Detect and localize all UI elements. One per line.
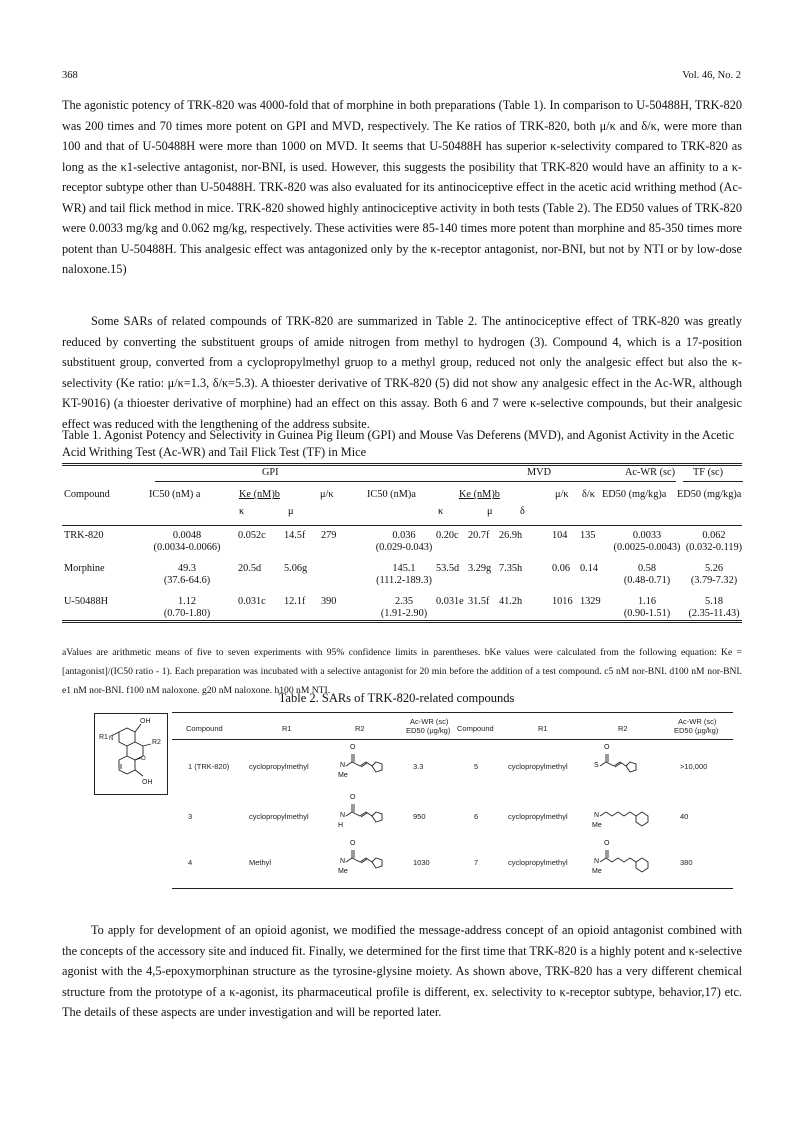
table1-row — [62, 530, 742, 560]
t2-right-r1: cyclopropylmethyl — [508, 858, 568, 867]
table1-cell-gpi_ic50_ci: (0.0034-0.0066) — [153, 542, 221, 553]
table1-cell-gpi_ic50: 49.3 — [177, 563, 197, 574]
table1-cell-acwr_ci: (0.90-1.51) — [623, 608, 671, 619]
col-gpi-ic50: IC50 (nM) a — [149, 489, 201, 500]
table1-cell-mvd_mk: 0.06 — [552, 563, 571, 574]
page-number: 368 — [62, 70, 78, 81]
table2-top-rule — [172, 712, 733, 713]
bond — [600, 762, 606, 766]
table1-footnotes: aValues are arithmetic means of five to seven experiments with 95% confidence limits in parentheses. bKe values were calculated from the following equation: Ke = [antagonist]/(IC50 ratio - 1). Each preparation was incubated with a selective antagonist for 20 min before the addition of a test compound. c5 nM nor-BNI. d100 nM nor-BNI. e1 nM nor-BNI. f100 nM naloxone. g20 nM naloxone. h100 nM NTI. — [62, 647, 742, 696]
oh-label: OH — [140, 718, 151, 725]
table1-cell-mvd_ic50_ci: (111.2-189.3) — [376, 575, 432, 586]
carbonyl-oxygen-label: O — [350, 744, 356, 751]
col-gpi-mu: μ — [288, 506, 294, 517]
bond — [346, 812, 352, 816]
table1-cell-mvd_ke_k: 0.20c — [436, 530, 459, 541]
table1-cell-mvd_ke_k: 0.031e — [436, 596, 464, 607]
chain-bond — [606, 812, 636, 816]
table1-cell-tf: 5.26 — [704, 563, 724, 574]
t2-col-r1-left: R1 — [282, 724, 292, 733]
r2-substituent — [336, 840, 416, 880]
carbonyl-bond — [352, 804, 354, 812]
t2-col-ed50-left: ED50 (μg/kg) — [406, 726, 451, 735]
t2-left-ed50: 3.3 — [413, 762, 424, 771]
r2-heteroatom: S — [594, 762, 599, 769]
t2-right-compound: 5 — [474, 762, 479, 771]
t2-col-compound-right: Compound — [457, 724, 494, 733]
gpi-span-rule — [155, 481, 375, 482]
furan-ring — [372, 762, 382, 772]
r2-heteroatom: N — [340, 858, 346, 865]
furan-ring — [372, 812, 382, 822]
table2-header-rule — [172, 739, 733, 740]
morphinan-structure-icon — [95, 714, 167, 794]
chain-bond — [606, 762, 626, 767]
table1-cell-mvd_dk: 1329 — [580, 596, 601, 607]
paragraph-2: Some SARs of related compounds of TRK-820 are summarized in Table 2. The antinociceptive effect of TRK-820 was greatly reduced by converting the substituent groups of amide nitrogen from methyl to hydrogen (3). Compound 4, which is a 17-position substituent group, converted from a cyclopropylmethyl gruop to a methyl group, reduced not only the analgesic effect but also the κ-selectivity (Ke ratio: μ/κ=1.3, δ/κ=5.3). A thioester derivative of TRK-820 (5) did not show any analgesic effect in the Ac-WR, although KT-9016) (a thioester derivative of morphine) had an effect on this assay. Both 6 and 7 were κ-selective compounds, but their analgesic effect was reduced with the lengthening of the address subsite. — [62, 314, 742, 431]
col-mvd-mu: μ — [487, 506, 493, 517]
table1-cell-gpi_ke_k: 20.5d — [238, 563, 262, 574]
o-label: O — [141, 756, 146, 762]
r2-structure-icon — [590, 798, 670, 834]
r2-substituent — [590, 840, 670, 880]
col-mvd-kappa: κ — [438, 506, 444, 517]
col-gpi-ke: Ke (nM)b — [239, 489, 280, 500]
table1-cell-tf_ci: (0.032-0.119) — [685, 542, 743, 553]
acwr-span-rule — [610, 481, 676, 482]
mvd-span-rule — [360, 481, 638, 482]
t2-left-compound: 4 — [188, 858, 193, 867]
col-mvd-ic50: IC50 (nM)a — [367, 489, 416, 500]
table1-cell-mvd_ke_m: 3.29g — [468, 563, 492, 574]
t2-col-r2-left: R2 — [355, 724, 365, 733]
r2-substituent-label: Me — [592, 822, 602, 829]
table1-cell-mvd_ic50: 0.036 — [392, 530, 416, 541]
t2-right-compound: 6 — [474, 812, 479, 821]
col-mvd-delta-kappa: δ/κ — [582, 489, 595, 500]
carbonyl-oxygen-label: O — [350, 794, 356, 801]
table1-top-rule — [62, 463, 742, 464]
table1-top-rule-2 — [62, 465, 742, 466]
table1-cell-tf: 0.062 — [702, 530, 726, 541]
table1-cell-gpi_ke_k: 0.052c — [238, 530, 266, 541]
table2-structure-box — [94, 713, 168, 795]
r2-label: R2 — [152, 739, 161, 746]
r2-substituent-label: Me — [338, 868, 348, 875]
r2-substituent — [590, 744, 670, 784]
furan-ring — [372, 858, 382, 868]
col-acwr-ed50: ED50 (mg/kg)a — [602, 489, 667, 500]
table1-cell-gpi_ke_k: 0.031c — [238, 596, 266, 607]
oh-bond — [135, 724, 141, 732]
table1-cell-acwr_ci: (0.48-0.71) — [623, 575, 671, 586]
r2-substituent — [590, 798, 670, 834]
journal-issue: Vol. 46, No. 2 — [682, 70, 741, 81]
furan-ring — [626, 762, 636, 772]
t2-left-ed50: 950 — [413, 812, 426, 821]
table1-cell-mvd_dk: 135 — [580, 530, 596, 541]
table1-cell-acwr_ci: (0.0025-0.0043) — [613, 542, 681, 553]
r2-heteroatom: N — [340, 812, 346, 819]
phenyl-ring — [636, 812, 648, 826]
r1-label: R1 — [99, 734, 108, 741]
oh2-bond — [135, 770, 143, 776]
bond — [600, 858, 606, 862]
col-tf-ed50: ED50 (mg/kg)a — [677, 489, 742, 500]
table1-cell-tf_ci: (2.35-11.43) — [688, 608, 740, 619]
table1-cell-mvd_mk: 104 — [552, 530, 568, 541]
t2-left-r1: cyclopropylmethyl — [249, 762, 309, 771]
carbonyl-oxygen-label: O — [604, 840, 610, 847]
t2-col-acwr-right: Ac-WR (sc) — [678, 717, 717, 726]
bond — [346, 858, 352, 862]
t2-left-compound: 3 — [188, 812, 193, 821]
t2-left-compound: 1 (TRK-820) — [188, 762, 230, 771]
r2-structure-icon — [336, 798, 416, 834]
tf-span-rule — [683, 481, 743, 482]
paragraph-3: To apply for development of an opioid agonist, we modified the message-address concept of an opioid antagonist combined with the concepts of the accessory site and induced fit. Finally, we determined for the first time that TRK-820 is a highly potent and κ-selective agonist with the 4,5-epoxymorphinan structure as the tyrosine-glysine moiety. As shown above, TRK-820 has a very different chemical structure from the prototype of a κ-agonist, its pharmaceutical profile is different, ex. selectivity to κ-receptor subtype, behavior,17) etc. The details of these aspects are under investigation and will be reported later. — [62, 923, 742, 1019]
t2-right-ed50: >10,000 — [680, 762, 708, 771]
group-mvd: MVD — [527, 467, 552, 478]
t2-right-ed50: 40 — [680, 812, 689, 821]
t2-col-acwr-left: Ac-WR (sc) — [410, 717, 449, 726]
oh2-label: OH — [142, 779, 153, 786]
table1-cell-gpi_ke_m: 5.06g — [284, 563, 308, 574]
carbonyl-bond — [606, 754, 608, 762]
t2-col-r2-right: R2 — [618, 724, 628, 733]
table2-title: Table 2. SARs of TRK-820-related compounds — [278, 691, 515, 705]
bond — [600, 812, 606, 816]
t2-right-compound: 7 — [474, 858, 479, 867]
group-tf: TF (sc) — [693, 467, 724, 478]
table1-cell-mvd_ic50_ci: (1.91-2.90) — [380, 608, 428, 619]
r2-substituent-label: Me — [338, 772, 348, 779]
t2-col-ed50-right: ED50 (μg/kg) — [674, 726, 719, 735]
table1-cell-gpi_mk: 279 — [321, 530, 337, 541]
table1-row — [62, 596, 742, 626]
t2-left-ed50: 1030 — [413, 858, 430, 867]
r2-structure-icon — [336, 844, 416, 880]
col-mvd-ke: Ke (nM)b — [459, 489, 500, 500]
table1-cell-gpi_ke_m: 14.5f — [284, 530, 306, 541]
table1-cell-mvd_ke_m: 20.7f — [468, 530, 490, 541]
table1-cell-gpi_ke_m: 12.1f — [284, 596, 306, 607]
table1-cell-tf: 5.18 — [704, 596, 724, 607]
table1-caption: Table 1. Agonist Potency and Selectivity in Guinea Pig Ileum (GPI) and Mouse Vas Deferens (MVD), and Agonist Activity in the Acetic Acid Writhing Test (Ac-WR) and Tail Flick Test (TF) in Mice — [62, 428, 735, 459]
r2-structure-icon — [336, 748, 416, 784]
r2-substituent — [336, 794, 416, 834]
r2-structure-icon — [590, 748, 670, 784]
table1-cell-gpi_ic50_ci: (0.70-1.80) — [163, 608, 211, 619]
chain-bond — [352, 858, 372, 863]
carbonyl-oxygen-label: O — [350, 840, 356, 847]
carbonyl-oxygen-label: O — [604, 744, 610, 751]
table1-header-rule — [62, 525, 742, 526]
table1-cell-mvd_ic50: 145.1 — [392, 563, 416, 574]
table1-cell-compound: U-50488H — [64, 596, 109, 607]
table1-cell-tf_ci: (3.79-7.32) — [690, 575, 738, 586]
col-mvd-mu-kappa: μ/κ — [555, 489, 569, 500]
ring-a — [119, 728, 135, 746]
table1-cell-acwr: 0.58 — [637, 563, 657, 574]
t2-col-r1-right: R1 — [538, 724, 548, 733]
table1-cell-compound: TRK-820 — [64, 530, 104, 541]
r2-heteroatom: N — [340, 762, 346, 769]
table1-cell-gpi_mk: 390 — [321, 596, 337, 607]
chain-bond — [352, 812, 372, 817]
table1-cell-gpi_ic50: 0.0048 — [172, 530, 202, 541]
table1-body — [62, 530, 742, 620]
bond — [346, 762, 352, 766]
r2-structure-icon — [590, 844, 670, 880]
table1-cell-acwr: 0.0033 — [632, 530, 662, 541]
table1-cell-mvd_ic50: 2.35 — [394, 596, 414, 607]
t2-left-r1: cyclopropylmethyl — [249, 812, 309, 821]
r2-substituent-label: Me — [592, 868, 602, 875]
table1-column-headers — [62, 489, 742, 523]
chain-bond — [606, 858, 636, 862]
table1-cell-mvd_dk: 0.14 — [580, 563, 599, 574]
table1-cell-mvd_mk: 1016 — [552, 596, 573, 607]
table1-row — [62, 563, 742, 593]
table1-cell-gpi_ic50: 1.12 — [177, 596, 197, 607]
carbonyl-bond — [352, 850, 354, 858]
r2-substituent — [336, 744, 416, 784]
r2-heteroatom: N — [594, 858, 600, 865]
carbonyl-bond — [606, 850, 608, 858]
col-compound: Compound — [64, 489, 110, 500]
t2-right-r1: cyclopropylmethyl — [508, 762, 568, 771]
r2-bond — [143, 744, 151, 746]
table1-cell-mvd_ke_d: 7.35h — [499, 563, 523, 574]
col-gpi-mu-kappa: μ/κ — [320, 489, 334, 500]
table1-cell-acwr: 1.16 — [637, 596, 657, 607]
table2-bottom-rule — [172, 888, 733, 889]
group-gpi: GPI — [262, 467, 279, 478]
table1-cell-compound: Morphine — [64, 563, 105, 574]
t2-right-ed50: 380 — [680, 858, 693, 867]
group-acwr: Ac-WR (sc) — [625, 467, 676, 478]
col-mvd-delta: δ — [520, 506, 525, 517]
t2-left-r1: Methyl — [249, 858, 272, 867]
col-gpi-kappa: κ — [239, 506, 245, 517]
table1-cell-mvd_ic50_ci: (0.029-0.043) — [375, 542, 433, 553]
table1-cell-mvd_ke_m: 31.5f — [468, 596, 490, 607]
carbonyl-bond — [352, 754, 354, 762]
t2-col-compound-left: Compound — [186, 724, 223, 733]
table1-cell-mvd_ke_k: 53.5d — [436, 563, 460, 574]
r2-substituent-label: H — [338, 822, 344, 829]
table1-cell-mvd_ke_d: 26.9h — [499, 530, 523, 541]
chain-bond — [352, 762, 372, 767]
n-label: N — [109, 736, 114, 742]
r2-heteroatom: N — [594, 812, 600, 819]
t2-right-r1: cyclopropylmethyl — [508, 812, 568, 821]
table1-cell-mvd_ke_d: 41.2h — [499, 596, 523, 607]
paragraph-1: The agonistic potency of TRK-820 was 4000-fold that of morphine in both preparations (Table 1). In comparison to U-50488H, TRK-820 was 200 times and 70 times more potent on GPI and MVD, respectively. The Ke ratios of TRK-820, both μ/κ and δ/κ, were more than 100 and that of U-50488H were more than 1000 on MVD. It seems that U-50488H has superior κ-selectivity compared to TRK-820 as long as the κ1-selective antagonist, nor-BNI, is used. However, this suggests the posibility that TRK-820 would have an affinity to a κ-receptor subtype other than U-50488H. TRK-820 was also evaluated for its antinociceptive effect in the acetic acid writhing method (Ac-WR) and tail flick method in mice. TRK-820 showed highly antinociceptive activity in both tests (Table 2). The ED50 values of TRK-820 were 0.0033 mg/kg and 0.062 mg/kg, respectively. These activities were 85-140 times more potent than morphine and 85-350 times more potent than U-50488H. This analgesic effect was antagonized only by the κ-receptor antagonist, nor-BNI, but not by NTI or by low-dose naloxone.15) — [62, 98, 742, 276]
table1-cell-gpi_ic50_ci: (37.6-64.6) — [163, 575, 211, 586]
phenyl-ring — [636, 858, 648, 872]
